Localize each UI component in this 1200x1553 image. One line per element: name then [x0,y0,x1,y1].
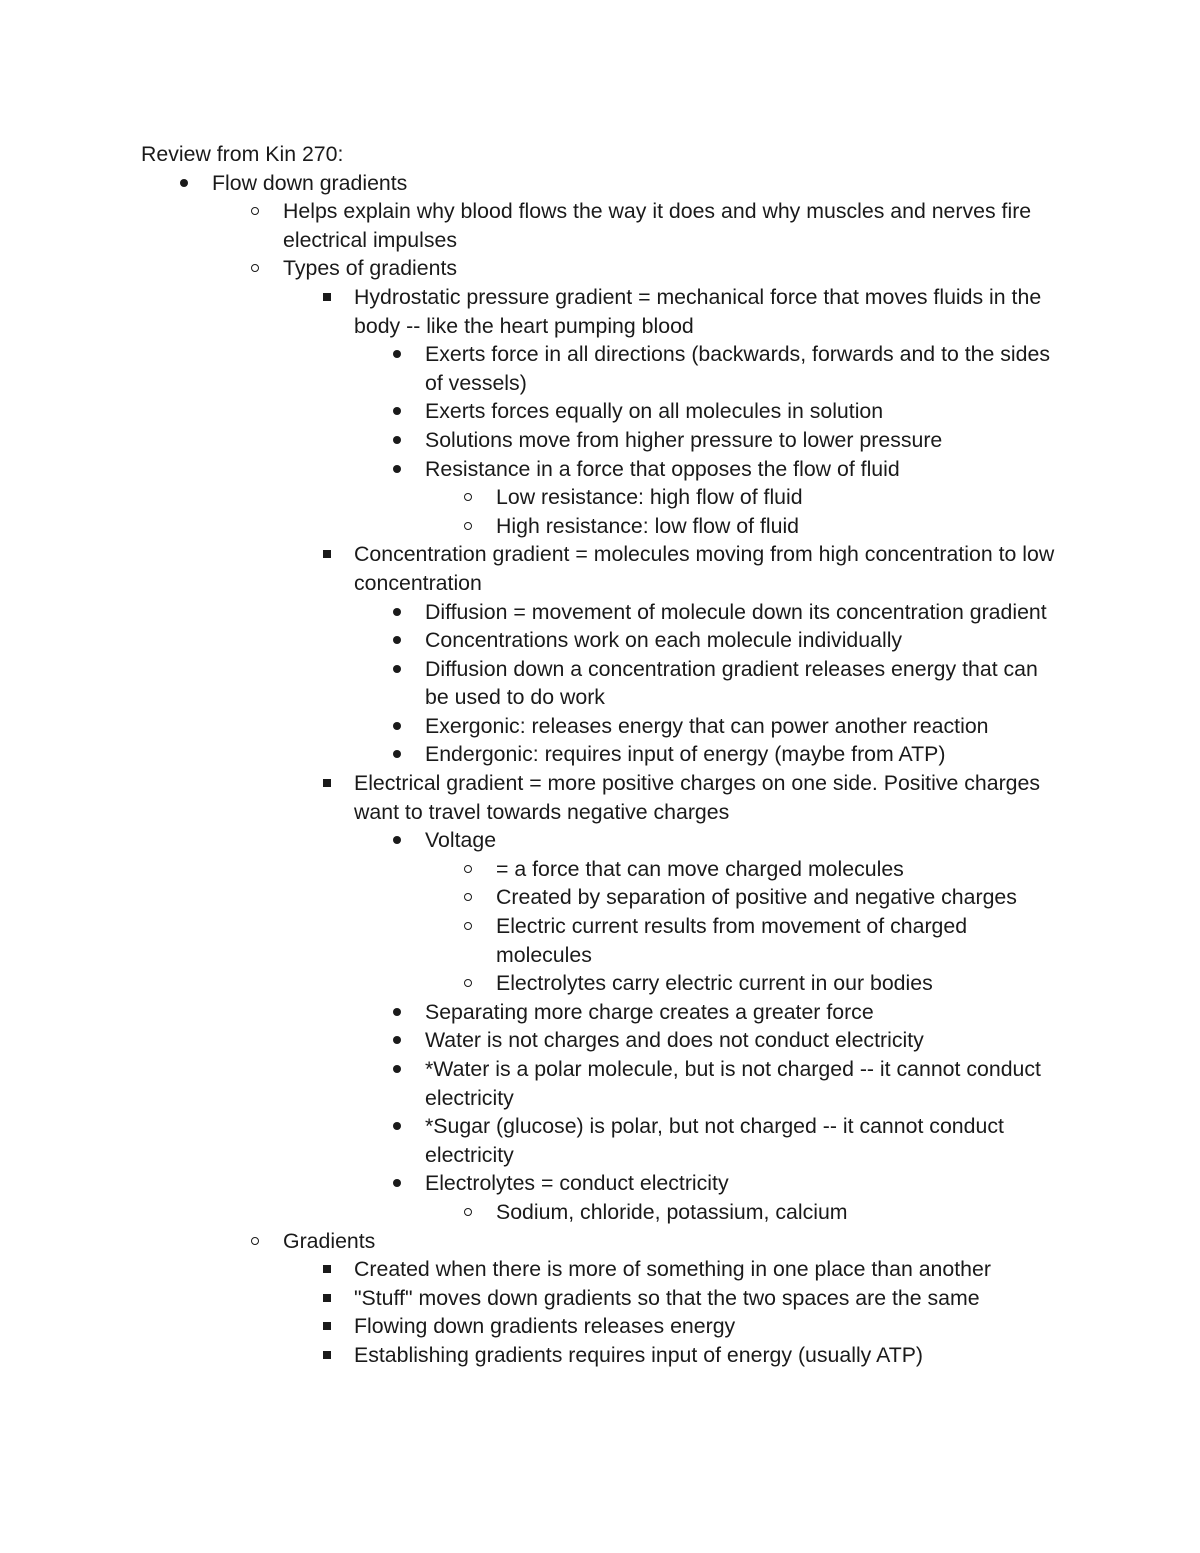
list-item-text: *Water is a polar molecule, but is not charged -- it cannot conduct electricity [425,1057,1041,1110]
list-item [354,712,1061,741]
list-item [354,397,1061,426]
disc-bullet-icon [390,598,406,627]
list-item-text: Resistance in a force that opposes the flow of fluid [425,456,900,481]
nested-list [283,283,1061,1227]
list-item-text: Endergonic: requires input of energy (maybe from ATP) [425,742,946,767]
nested-list [283,1255,1061,1369]
disc-bullet-icon [390,712,406,741]
list-item [354,740,1061,769]
disc-bullet-icon [390,1026,406,1055]
list-item [354,1169,1061,1226]
square-bullet-icon [319,1255,335,1284]
list-item [425,1198,1061,1227]
list-item-text: Voltage [425,828,497,853]
list-item-text: Diffusion = movement of molecule down its concentration gradient [425,599,1047,624]
document-title: Review from Kin 270: [141,142,344,166]
list-item [283,540,1061,769]
list-item [354,598,1061,627]
list-item-text: Helps explain why blood flows the way it does and why muscles and nerves fire electrical impulses [283,199,1032,252]
list-item-text: Exerts force in all directions (backwards, forwards and to the sides of vessels) [425,342,1050,395]
list-item [354,626,1061,655]
list-item-text: Flowing down gradients releases energy [354,1314,736,1339]
disc-bullet-icon [390,1055,406,1084]
list-item-text: *Sugar (glucose) is polar, but not charged -- it cannot conduct electricity [425,1114,1004,1167]
circle-bullet-icon [461,512,477,541]
square-bullet-icon [319,540,335,569]
disc-bullet-icon [390,826,406,855]
circle-bullet-icon [461,483,477,512]
list-item-text: Water is not charges and does not conduct electricity [425,1028,924,1053]
list-item-text: Exerts forces equally on all molecules in solution [425,399,884,424]
nested-list [425,483,1061,540]
nested-list [354,826,1061,1226]
list-item-text: Flow down gradients [212,170,408,195]
nested-list [425,855,1061,998]
disc-bullet-icon [390,455,406,484]
list-item [354,426,1061,455]
list-item [425,969,1061,998]
disc-bullet-icon [390,740,406,769]
circle-bullet-icon [461,912,477,941]
square-bullet-icon [319,283,335,312]
list-item-text: High resistance: low flow of fluid [496,513,800,538]
list-item-text: Separating more charge creates a greater force [425,999,874,1024]
circle-bullet-icon [248,1227,264,1256]
document-body [141,140,1061,1370]
list-item [354,340,1061,397]
list-item [283,1255,1061,1284]
list-item-text: Low resistance: high flow of fluid [496,485,803,510]
list-item-text: "Stuff" moves down gradients so that the two spaces are the same [354,1285,980,1310]
disc-bullet-icon [390,1169,406,1198]
list-item-text: Hydrostatic pressure gradient = mechanical force that moves fluids in the body -- like the heart pumping blood [354,284,1042,338]
outline-list [141,169,1061,1370]
list-item-text: Establishing gradients requires input of energy (usually ATP) [354,1342,924,1367]
circle-bullet-icon [461,969,477,998]
circle-bullet-icon [461,855,477,884]
circle-bullet-icon [248,197,264,226]
list-item [212,1227,1061,1370]
list-item [283,283,1061,540]
disc-bullet-icon [177,169,193,198]
list-item [212,254,1061,1226]
list-item [283,1341,1061,1370]
list-item-text: Gradients [283,1228,376,1253]
list-item [425,912,1061,969]
list-item [354,455,1061,541]
list-item [141,169,1061,1370]
list-item [354,1112,1061,1169]
circle-bullet-icon [248,254,264,283]
list-item-text: Electrical gradient = more positive charges on one side. Positive charges want to travel towards negative charges [354,771,1041,824]
list-item [283,1284,1061,1313]
square-bullet-icon [319,1341,335,1370]
list-item [283,769,1061,1227]
list-item-text: Electric current results from movement of charged molecules [496,914,968,967]
list-item [425,483,1061,512]
list-item-text: Sodium, chloride, potassium, calcium [496,1199,848,1224]
list-item-text: Diffusion down a concentration gradient releases energy that can be used to do work [425,656,1038,710]
nested-list [212,197,1061,1369]
disc-bullet-icon [390,426,406,455]
circle-bullet-icon [461,883,477,912]
list-item-text: Concentrations work on each molecule individually [425,628,903,653]
square-bullet-icon [319,1284,335,1313]
list-item-text: = a force that can move charged molecules [496,856,904,881]
square-bullet-icon [319,769,335,798]
disc-bullet-icon [390,655,406,684]
list-item [425,883,1061,912]
list-item-text: Created when there is more of something in one place than another [354,1257,991,1282]
list-item [283,1312,1061,1341]
circle-bullet-icon [461,1198,477,1227]
list-item [354,655,1061,712]
disc-bullet-icon [390,397,406,426]
disc-bullet-icon [390,626,406,655]
list-item [354,998,1061,1027]
disc-bullet-icon [390,340,406,369]
disc-bullet-icon [390,998,406,1027]
nested-list [354,598,1061,770]
list-item [354,1055,1061,1112]
list-item-text: Solutions move from higher pressure to lower pressure [425,427,943,452]
list-item [425,855,1061,884]
list-item-text: Electrolytes carry electric current in our bodies [496,971,933,996]
nested-list [425,1198,1061,1227]
list-item [354,1026,1061,1055]
list-item [212,197,1061,254]
list-item-text: Types of gradients [283,256,458,281]
list-item [425,512,1061,541]
list-item-text: Electrolytes = conduct electricity [425,1171,729,1196]
disc-bullet-icon [390,1112,406,1141]
list-item-text: Created by separation of positive and negative charges [496,885,1017,910]
square-bullet-icon [319,1312,335,1341]
list-item-text: Concentration gradient = molecules moving from high concentration to low concentration [354,542,1055,595]
nested-list [354,340,1061,540]
list-item-text: Exergonic: releases energy that can power another reaction [425,713,989,738]
list-item [354,826,1061,998]
